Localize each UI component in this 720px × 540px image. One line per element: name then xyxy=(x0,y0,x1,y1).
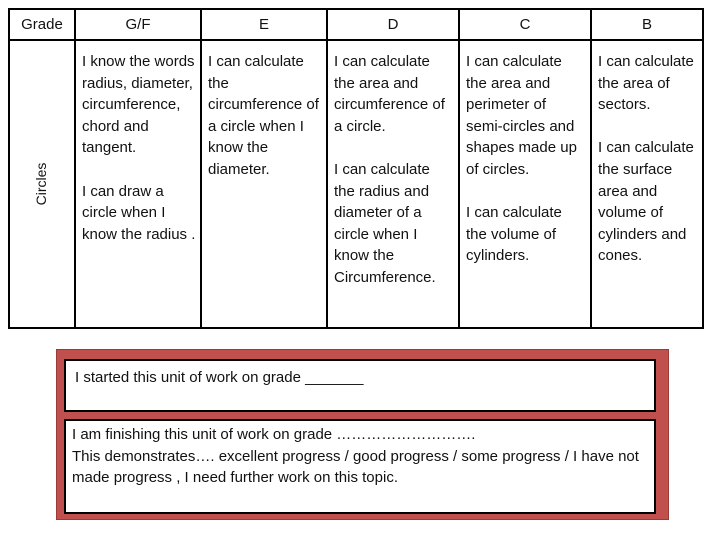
criteria-row xyxy=(9,40,703,328)
header-gf: G/F xyxy=(75,9,201,40)
finish-grade-box[interactable] xyxy=(64,419,656,514)
header-b: B xyxy=(591,9,703,40)
grade-criteria-table xyxy=(8,8,704,329)
gf-criterion-1: I know the words radius, diameter, circumference, chord and tangent. xyxy=(82,53,195,157)
header-grade: Grade xyxy=(9,9,75,40)
progress-statement: This demonstrates…. excellent progress / good progress / some progress / I have not made progress , I need further work on this topic. xyxy=(72,447,639,487)
c-criterion-2: I can calculate the volume of cylinders. xyxy=(466,204,562,265)
start-grade-text: I started this unit of work on grade _______ xyxy=(75,369,364,386)
header-d: D xyxy=(327,9,459,40)
d-cell xyxy=(327,40,459,328)
c-criterion-1: I can calculate the area and perimeter of semi-circles and shapes made up of circles. xyxy=(466,53,577,178)
e-criterion-1: I can calculate the circumference of a circle when I know the diameter. xyxy=(208,53,319,178)
c-cell xyxy=(459,40,591,328)
gf-cell xyxy=(75,40,201,328)
b-criterion-1: I can calculate the area of sectors. xyxy=(598,53,694,114)
header-e: E xyxy=(201,9,327,40)
finish-grade-text: I am finishing this unit of work on grade ………………………. xyxy=(72,426,476,443)
start-grade-box[interactable] xyxy=(64,359,656,412)
d-criterion-2: I can calculate the radius and diameter of a circle when I know the Circumference. xyxy=(334,160,436,286)
b-criterion-2: I can calculate the surface area and volume of cylinders and cones. xyxy=(598,139,694,265)
header-row xyxy=(9,9,703,40)
d-criterion-1: I can calculate the area and circumference of a circle. xyxy=(334,53,445,135)
b-cell xyxy=(591,40,703,328)
gf-criterion-2: I can draw a circle when I know the radius . xyxy=(82,182,196,243)
header-c: C xyxy=(459,9,591,40)
topic-label: Circles xyxy=(33,162,50,206)
topic-label-cell xyxy=(9,40,75,328)
e-cell xyxy=(201,40,327,328)
